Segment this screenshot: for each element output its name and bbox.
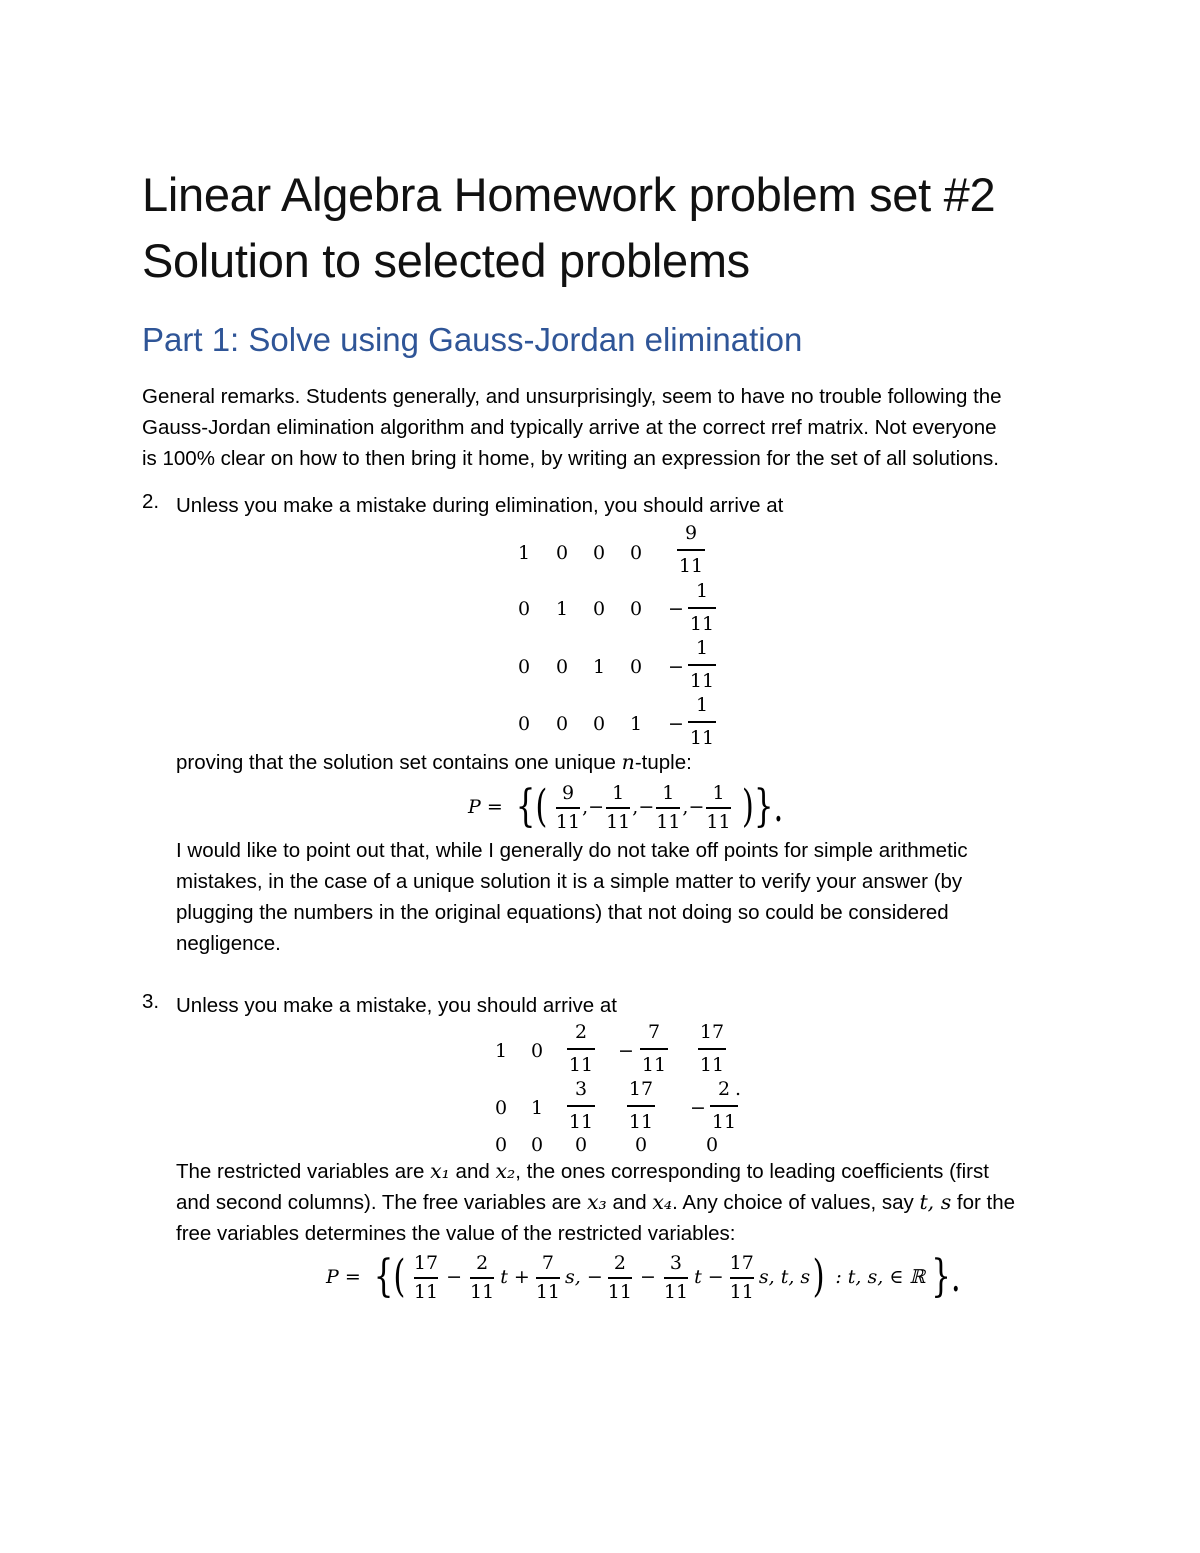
matrix-fraction: 7 11 — [641, 1021, 667, 1076]
matrix-cell: 0 — [630, 656, 643, 678]
minus-sign: − — [618, 1040, 634, 1062]
page-title-line1: Linear Algebra Homework problem set #2 — [142, 168, 996, 221]
matrix-cell: 1 — [630, 713, 643, 735]
matrix-fraction: 2 11 — [711, 1078, 737, 1133]
matrix-cell: 0 — [593, 542, 606, 564]
matrix-cell: 1 — [556, 598, 569, 620]
problem3-intro: Unless you make a mistake, you should arrive at — [176, 994, 617, 1017]
page-title-line2: Solution to selected problems — [142, 234, 750, 287]
matrix-cell: 0 — [630, 542, 643, 564]
matrix-fraction: 1 11 — [689, 580, 715, 635]
matrix-fraction: 9 11 — [678, 522, 704, 577]
problem2-intro: Unless you make a mistake during elimination, you should arrive at — [176, 494, 784, 517]
matrix-cell: 0 — [518, 713, 531, 735]
matrix-fraction: 2 11 — [568, 1021, 594, 1076]
matrix-cell: 0 — [531, 1134, 544, 1156]
matrix-fraction: 3 11 — [568, 1078, 594, 1133]
matrix-cell: 0 — [593, 713, 606, 735]
minus-sign: − — [668, 598, 684, 620]
matrix-cell: 0 — [495, 1097, 508, 1119]
part1-heading: Part 1: Solve using Gauss-Jordan elimination — [142, 321, 803, 358]
problem2-remark-line4: negligence. — [176, 932, 281, 955]
matrix-fraction: 17 11 — [628, 1078, 654, 1133]
problem2-solution-set: P = {( 9 11 , − 1 11 , − 1 11 , − 1 11 )}. — [468, 781, 783, 833]
matrix-fraction: 17 11 — [699, 1021, 725, 1076]
general-remarks-line3: is 100% clear on how to then bring it home, by writing an expression for the set of all solutions. — [142, 447, 999, 470]
matrix-cell: 0 — [630, 598, 643, 620]
matrix-cell: 1 — [531, 1097, 544, 1119]
problem2-number: 2. — [142, 490, 160, 513]
matrix-cell: 0 — [556, 542, 569, 564]
matrix-cell: 0 — [593, 598, 606, 620]
minus-sign: − — [668, 656, 684, 678]
matrix-cell: 0 — [518, 656, 531, 678]
general-remarks-line1: General remarks. Students generally, and unsurprisingly, seem to have no trouble following the — [142, 385, 1002, 408]
problem2-remark-line3: plugging the numbers in the original equations) that not doing so could be considered — [176, 901, 949, 924]
matrix-cell: 0 — [518, 598, 531, 620]
proving-text: proving that the solution set contains one unique n-tuple: — [176, 750, 692, 774]
matrix-cell: 1 — [495, 1040, 508, 1062]
matrix-fraction: 1 11 — [689, 637, 715, 692]
problem3-text-line2: and second columns). The free variables are x₃ and x₄. Any choice of values, say t, s for the — [176, 1190, 1016, 1214]
matrix-cell: 0 — [635, 1134, 648, 1156]
matrix-period: . — [735, 1078, 742, 1100]
matrix-cell: 1 — [518, 542, 531, 564]
matrix-fraction: 1 11 — [689, 694, 715, 749]
matrix-cell: 0 — [556, 656, 569, 678]
matrix-cell: 0 — [495, 1134, 508, 1156]
matrix-cell: 0 — [531, 1040, 544, 1062]
matrix-cell: 0 — [706, 1134, 719, 1156]
problem3-solution-set: P = {( 17 11 − 2 11 t + 7 11 s, − 2 11 − 3 11 t − 17 11 s, t, s ) : t, s, ∈ ℝ }. — [326, 1251, 961, 1303]
matrix-cell: 0 — [556, 713, 569, 735]
problem2-remark-line2: mistakes, in the case of a unique solution it is a simple matter to verify your answer (by — [176, 870, 963, 893]
problem3-text-line3: free variables determines the value of the restricted variables: — [176, 1222, 736, 1245]
minus-sign: − — [668, 713, 684, 735]
minus-sign: − — [690, 1097, 706, 1119]
general-remarks-line2: Gauss-Jordan elimination algorithm and typically arrive at the correct rref matrix. Not everyone — [142, 416, 997, 439]
matrix-cell: 0 — [575, 1134, 588, 1156]
problem3-text-line1: The restricted variables are x₁ and x₂, the ones corresponding to leading coefficients (first — [176, 1159, 989, 1183]
matrix-cell: 1 — [593, 656, 606, 678]
problem2-remark-line1: I would like to point out that, while I generally do not take off points for simple arithmetic — [176, 839, 968, 862]
problem3-number: 3. — [142, 990, 160, 1013]
